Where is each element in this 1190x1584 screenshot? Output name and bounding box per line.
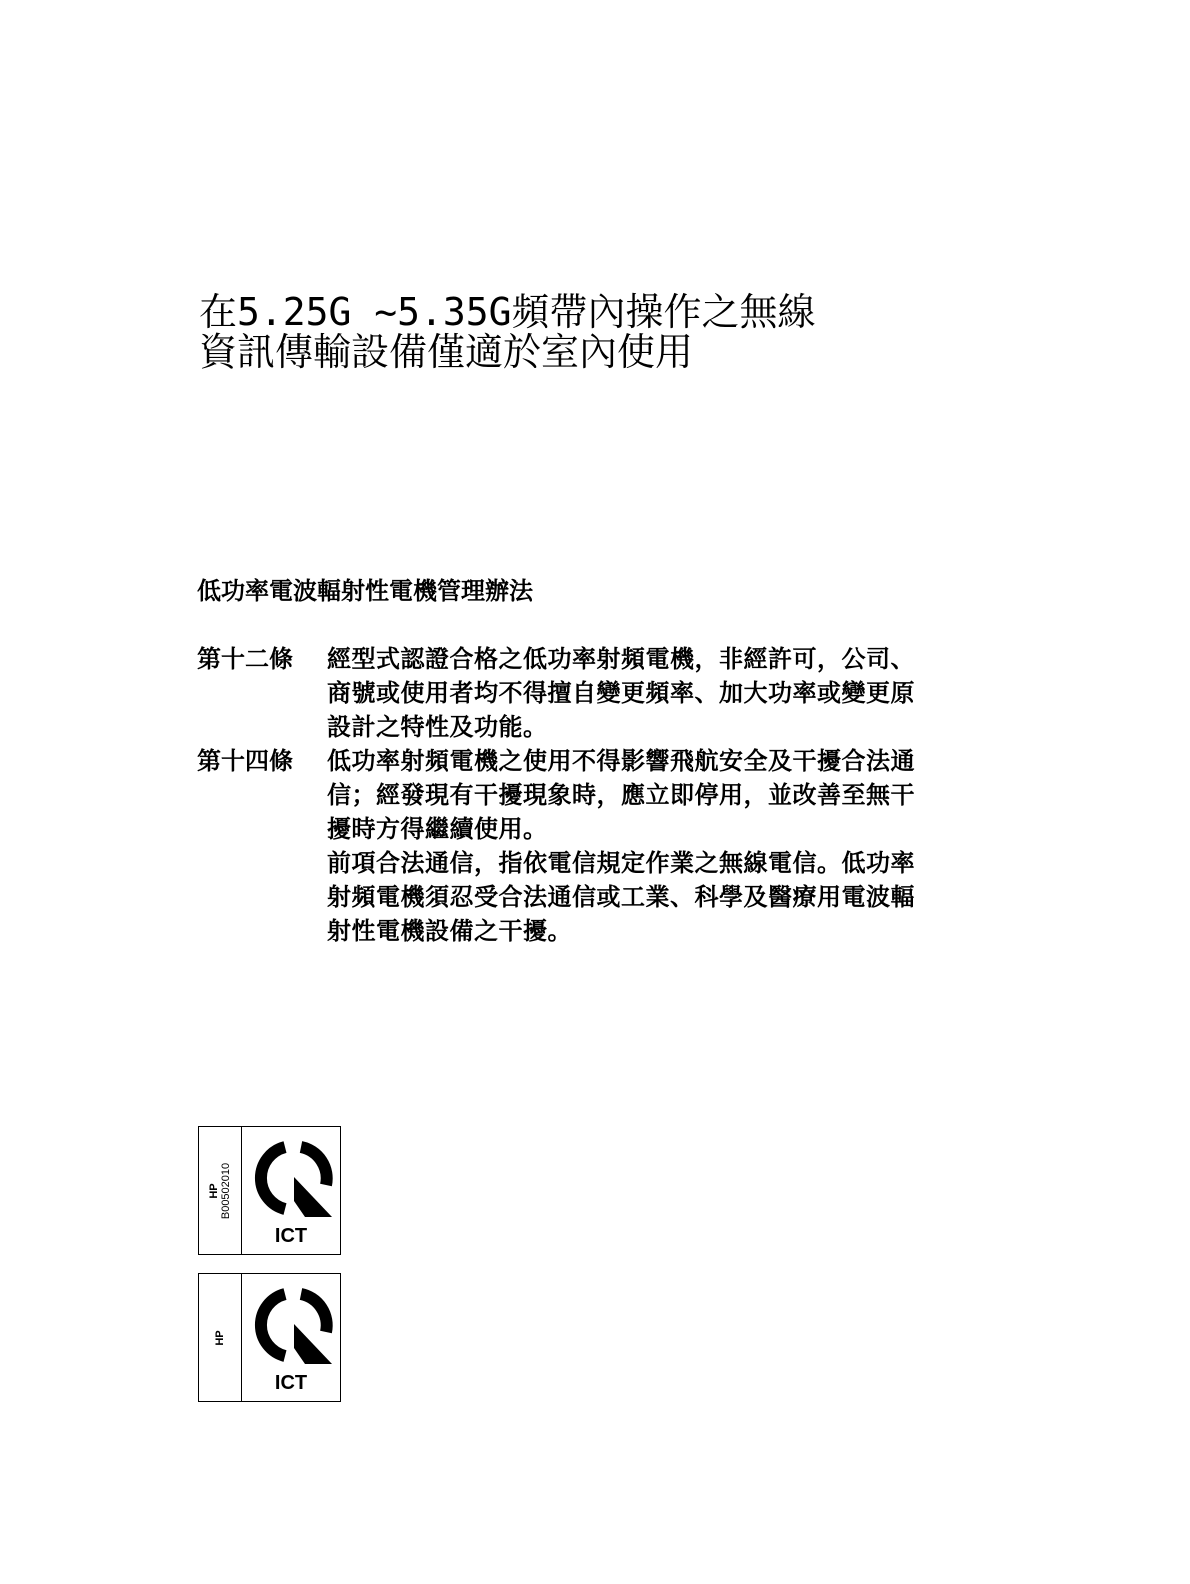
mark-side-text [208,1162,232,1218]
article-line: 商號或使用者均不得擅自變更頻率、加大功率或變更原 [327,678,915,707]
mark-logo-panel [242,1274,340,1401]
indoor-use-notice [199,292,816,372]
mark-side-panel [199,1127,242,1254]
ict-q-logo-icon [250,1282,334,1366]
mark-brand: HP [208,1182,220,1199]
ict-q-logo-icon [250,1135,334,1219]
mark-brand: HP [214,1329,226,1346]
article-label: 第十二條 [197,644,293,673]
article-line: 信；經發現有干擾現象時，應立即停用，並改善至無干 [327,780,915,809]
article-body [327,744,1097,948]
mark-logo-panel [242,1127,340,1254]
article-line: 前項合法通信，指依電信規定作業之無線電信。低功率 [327,848,915,877]
notice-line-1: 在5.25G ~5.35G頻帶內操作之無線 [199,290,816,334]
article-line: 擾時方得繼續使用。 [327,814,548,843]
article-line: 射性電機設備之干擾。 [327,916,572,945]
mark-side-text [214,1330,226,1345]
article-label: 第十四條 [197,746,293,775]
regulation-section [197,576,1097,948]
article-line: 射頻電機須忍受合法通信或工業、科學及醫療用電波輻 [327,882,915,911]
article-12 [197,642,1097,744]
notice-line-2: 資訊傳輸設備僅適於室內使用 [199,330,694,374]
mark-label: ICT [274,1225,308,1247]
article-body [327,642,1097,744]
article-14 [197,744,1097,948]
mark-side-panel [199,1274,242,1401]
mark-code: B00502010 [220,1162,232,1219]
ict-certification-mark-2 [198,1273,341,1402]
article-line: 經型式認證合格之低功率射頻電機，非經許可，公司、 [327,644,915,673]
ict-certification-mark-1 [198,1126,341,1255]
article-line: 設計之特性及功能。 [327,712,548,741]
regulation-title: 低功率電波輻射性電機管理辦法 [197,576,533,605]
mark-label: ICT [274,1372,308,1394]
article-line: 低功率射頻電機之使用不得影響飛航安全及干擾合法通 [327,746,915,775]
